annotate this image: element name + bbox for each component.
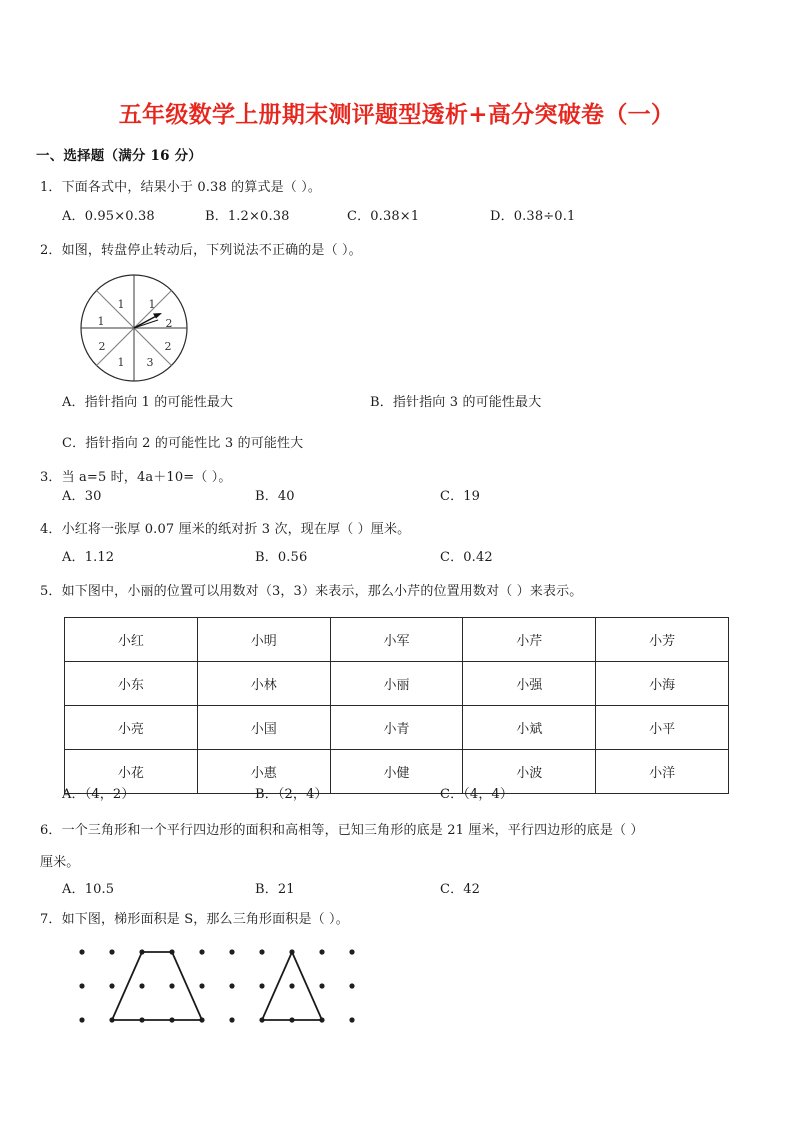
- question-2-option-c[interactable]: C．指针指向 2 的可能性比 3 的可能性大: [62, 436, 304, 451]
- question-4-option-b[interactable]: B．0.56: [255, 550, 308, 565]
- question-5-option-a[interactable]: A．（4，2）: [62, 787, 135, 802]
- grid-dot: [349, 949, 354, 954]
- question-2-option-b[interactable]: B．指针指向 3 的可能性最大: [370, 395, 542, 410]
- question-1-stem: 1．下面各式中，结果小于 0.38 的算式是（ ）。: [40, 180, 322, 195]
- question-6-option-c[interactable]: C．42: [440, 882, 481, 897]
- grid-dot: [199, 949, 204, 954]
- table-row: [65, 706, 729, 750]
- grid-dot: [229, 1017, 234, 1022]
- table-row: [65, 662, 729, 706]
- question-5-option-c[interactable]: C．（4，4）: [440, 787, 514, 802]
- question-6-stem-line1: 6．一个三角形和一个平行四边形的面积和高相等，已知三角形的底是 21 厘米，平行四边形的底是（ ）: [40, 823, 644, 838]
- table-cell-name: 小波: [463, 750, 596, 794]
- spinner-sector-label: 2: [165, 317, 173, 330]
- table-cell-name: 小丽: [330, 662, 463, 706]
- page-title: 五年级数学上册期末测评题型透析+高分突破卷（一）: [118, 101, 675, 128]
- question-6-option-a[interactable]: A．10.5: [62, 882, 115, 897]
- dot-grid-figure: [72, 940, 382, 1035]
- table-cell-name: 小花: [65, 750, 198, 794]
- table-cell-name: 小军: [330, 618, 463, 662]
- spinner-sector-label: 1: [97, 315, 105, 328]
- table-cell-name: 小芹: [463, 618, 596, 662]
- spinner-sector-label: 3: [146, 356, 154, 369]
- question-2-stem: 2．如图，转盘停止转动后，下列说法不正确的是（ ）。: [40, 243, 362, 258]
- grid-dot: [259, 983, 264, 988]
- question-1-option-c[interactable]: C．0.38×1: [347, 209, 420, 224]
- grid-dot: [259, 949, 264, 954]
- grid-dot: [319, 949, 324, 954]
- question-6-stem-line2: 厘米。: [40, 855, 80, 870]
- table-cell-name: 小芳: [596, 618, 729, 662]
- spinner-sector-label: 2: [164, 340, 172, 353]
- question-3-option-c[interactable]: C．19: [440, 489, 481, 504]
- question-2-option-a[interactable]: A．指针指向 1 的可能性最大: [62, 395, 234, 410]
- table-cell-name: 小惠: [197, 750, 330, 794]
- question-1-option-d[interactable]: D．0.38÷0.1: [490, 209, 576, 224]
- table-row: [65, 750, 729, 794]
- question-4-option-c[interactable]: C．0.42: [440, 550, 493, 565]
- grid-dot: [319, 983, 324, 988]
- grid-dot: [79, 983, 84, 988]
- question-6-option-b[interactable]: B．21: [255, 882, 295, 897]
- spinner-sector-label: 1: [117, 298, 125, 311]
- seating-names-table: [64, 617, 729, 794]
- table-cell-name: 小林: [197, 662, 330, 706]
- table-row: [65, 618, 729, 662]
- spinner-svg: [78, 272, 190, 384]
- question-3-stem: 3．当 a=5 时，4a＋10=（ ）。: [40, 470, 232, 485]
- table-cell-name: 小海: [596, 662, 729, 706]
- trapezoid-shape: [112, 952, 202, 1020]
- table-cell-name: 小东: [65, 662, 198, 706]
- section-heading-choice: 一、选择题（满分 16 分）: [36, 148, 202, 164]
- table-cell-name: 小洋: [596, 750, 729, 794]
- question-3-option-a[interactable]: A．30: [62, 489, 102, 504]
- table-cell-name: 小斌: [463, 706, 596, 750]
- question-5-option-b[interactable]: B．（2，4）: [255, 787, 328, 802]
- question-7-stem: 7．如下图，梯形面积是 S，那么三角形面积是（ ）。: [40, 912, 349, 927]
- table-cell-name: 小强: [463, 662, 596, 706]
- table-cell-name: 小明: [197, 618, 330, 662]
- table-cell-name: 小红: [65, 618, 198, 662]
- grid-dot: [79, 1017, 84, 1022]
- dot-grid-svg: [72, 940, 382, 1035]
- grid-dot: [109, 983, 114, 988]
- grid-dot: [79, 949, 84, 954]
- question-4-stem: 4．小红将一张厚 0.07 厘米的纸对折 3 次，现在厚（ ）厘米。: [40, 522, 411, 537]
- question-1-option-a[interactable]: A．0.95×0.38: [62, 209, 155, 224]
- question-1-option-b[interactable]: B．1.2×0.38: [205, 209, 290, 224]
- grid-dot: [229, 983, 234, 988]
- grid-dot: [289, 983, 294, 988]
- spinner-sector-label: 1: [148, 298, 156, 311]
- table-cell-name: 小国: [197, 706, 330, 750]
- question-3-option-b[interactable]: B．40: [255, 489, 295, 504]
- grid-dot: [109, 949, 114, 954]
- spinner-sector-label: 1: [117, 356, 125, 369]
- grid-dot: [349, 1017, 354, 1022]
- question-5-stem: 5．如下图中，小丽的位置可以用数对（3，3）来表示，那么小芹的位置用数对（ ）来表示。: [40, 584, 583, 599]
- grid-dot: [349, 983, 354, 988]
- grid-dot: [169, 983, 174, 988]
- grid-dot: [139, 983, 144, 988]
- table-cell-name: 小亮: [65, 706, 198, 750]
- table-cell-name: 小健: [330, 750, 463, 794]
- spinner-sector-label: 2: [98, 340, 106, 353]
- grid-dot: [199, 983, 204, 988]
- table-cell-name: 小青: [330, 706, 463, 750]
- spinner-pointer-icon: [134, 313, 162, 328]
- grid-dot: [229, 949, 234, 954]
- question-4-option-a[interactable]: A．1.12: [62, 550, 115, 565]
- table-cell-name: 小平: [596, 706, 729, 750]
- spinner-wheel-figure: [78, 272, 190, 384]
